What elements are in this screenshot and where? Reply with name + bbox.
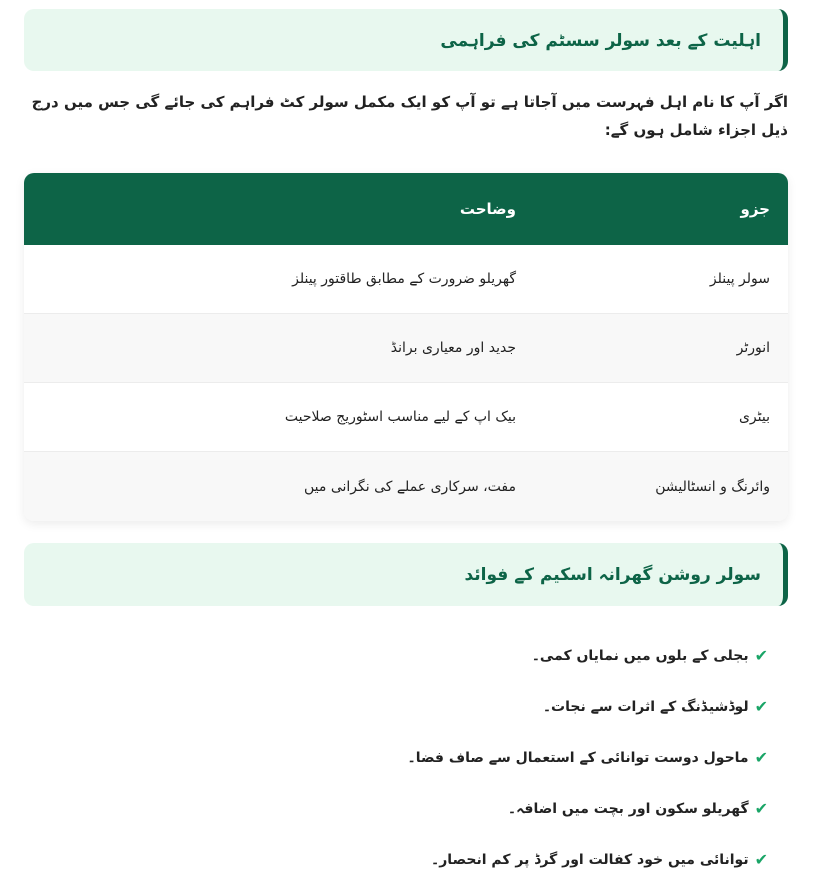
benefits-list: [408, 630, 768, 881]
table-row: [24, 452, 788, 521]
table-row: [24, 245, 788, 314]
benefits-heading: سولر روشن گھرانہ اسکیم کے فوائد: [464, 565, 761, 585]
table-row: [24, 383, 788, 452]
cell-description: مفت، سرکاری عملے کی نگرانی میں: [303, 478, 516, 495]
cell-component: انورٹر: [736, 340, 770, 356]
benefit-text: بجلی کے بلوں میں نمایاں کمی۔: [531, 647, 749, 664]
cell-description: جدید اور معیاری برانڈ: [390, 340, 516, 356]
check-icon: ✔: [754, 646, 768, 665]
table-header-row: [24, 173, 788, 245]
eligibility-heading: اہلیت کے بعد سولر سسٹم کی فراہمی: [440, 30, 761, 51]
cell-description: گھریلو ضرورت کے مطابق طاقتور پینلز: [292, 271, 516, 287]
benefit-text: ماحول دوست توانائی کے استعمال سے صاف فضا۔: [407, 749, 749, 766]
list-item: [408, 834, 768, 881]
list-item: [408, 630, 768, 681]
cell-description: بیک اپ کے لیے مناسب اسٹوریج صلاحیت: [284, 409, 516, 425]
check-icon: ✔: [754, 850, 768, 869]
components-table: [24, 173, 788, 521]
header-component: جزو: [740, 200, 770, 218]
benefit-text: گھریلو سکون اور بچت میں اضافہ۔: [507, 800, 749, 817]
cell-component: سولر پینلز: [709, 271, 770, 287]
intro-paragraph: اگر آپ کا نام اہل فہرست میں آجاتا ہے تو آپ کو ایک مکمل سولر کٹ فراہم کی جائے گی جس میں درج ذیل اجزاء شامل ہوں گے:: [31, 93, 788, 139]
cell-component: وائرنگ و انسٹالیشن: [655, 478, 770, 495]
check-icon: ✔: [754, 799, 768, 818]
check-icon: ✔: [754, 748, 768, 767]
eligibility-heading-box: [24, 9, 788, 71]
list-item: [408, 681, 768, 732]
table-row: [24, 314, 788, 383]
list-item: [408, 732, 768, 783]
benefits-heading-box: [24, 543, 788, 606]
benefit-text: لوڈشیڈنگ کے اثرات سے نجات۔: [542, 698, 749, 715]
list-item: [408, 783, 768, 834]
header-description: وضاحت: [459, 200, 516, 218]
cell-component: بیٹری: [738, 409, 770, 425]
check-icon: ✔: [754, 697, 768, 716]
benefit-text: توانائی میں خود کفالت اور گرڈ پر کم انحصار۔: [431, 851, 749, 868]
